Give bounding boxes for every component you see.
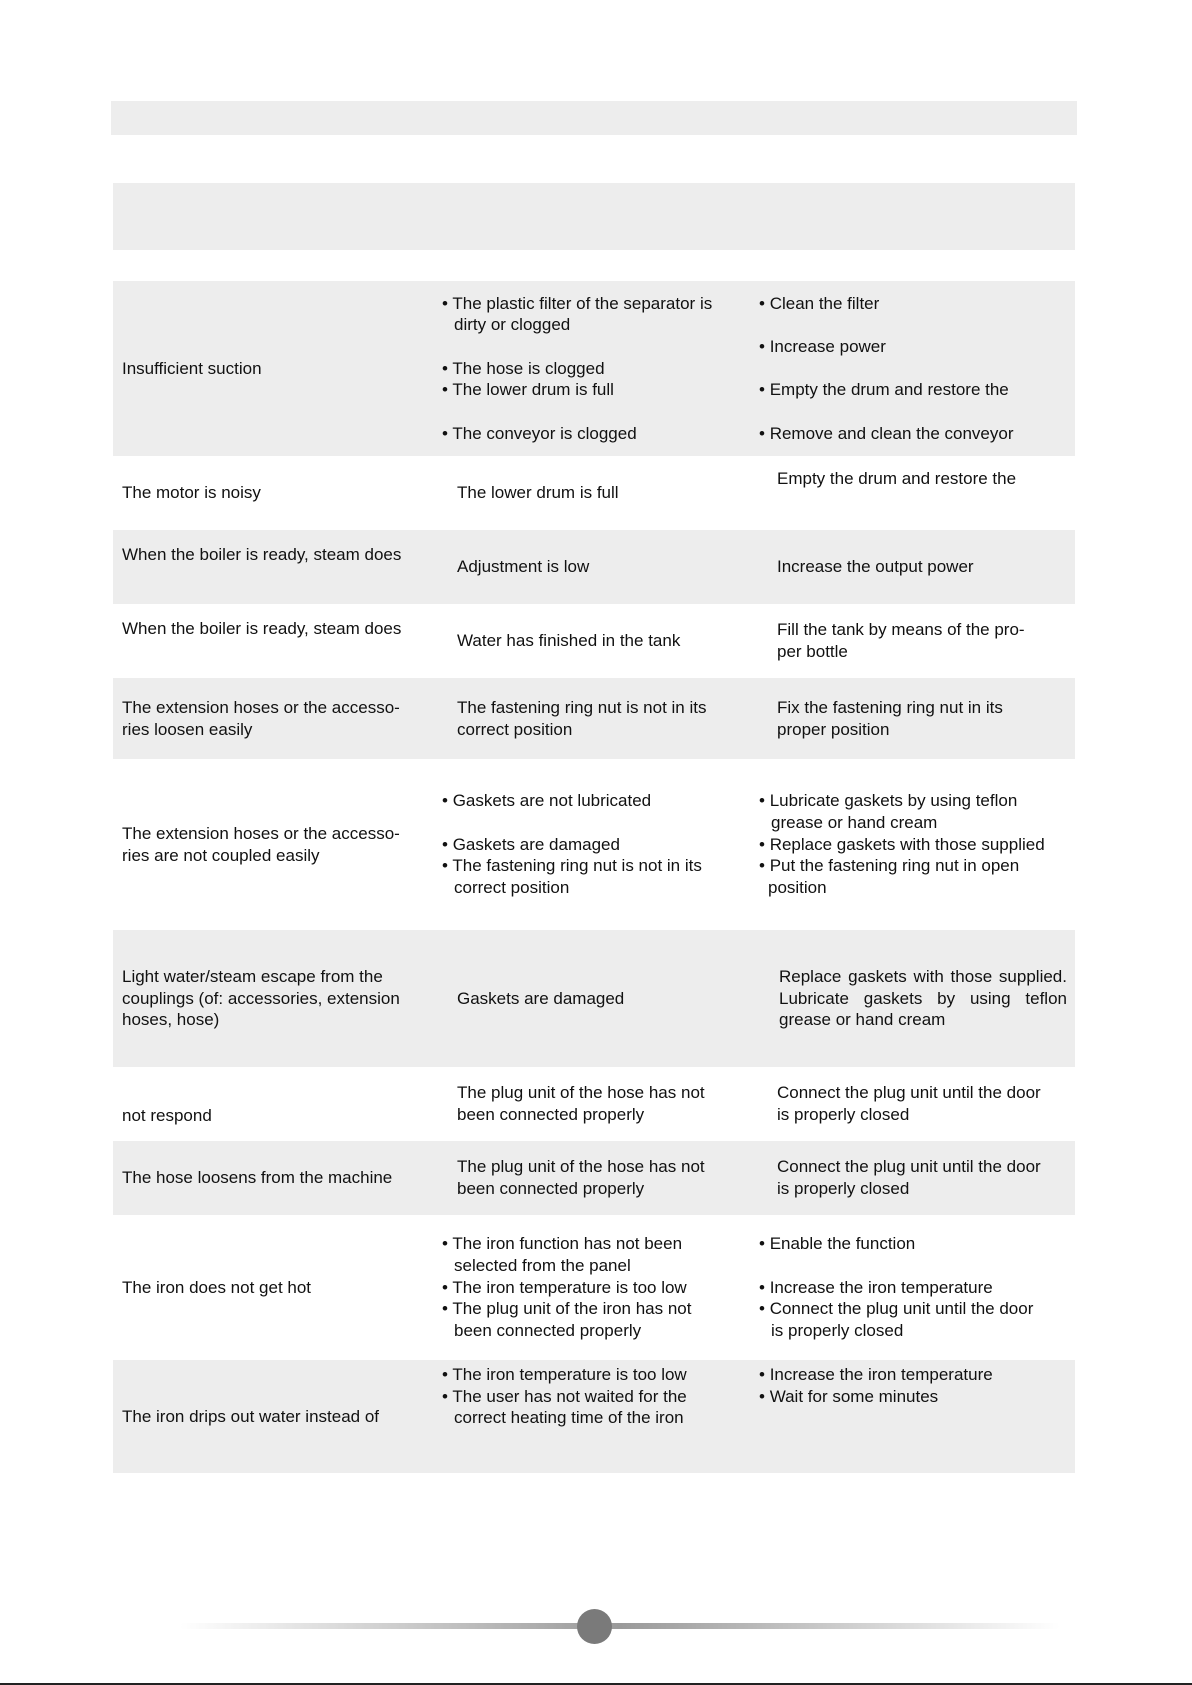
solution-line: • Connect the plug unit until the door — [759, 1298, 1075, 1320]
solution-line: • Replace gaskets with those supplied — [759, 834, 1075, 856]
cause-line: The fastening ring nut is not in its — [457, 697, 707, 717]
table-row — [113, 759, 1075, 930]
cause-cell — [442, 281, 758, 456]
table-row — [113, 281, 1075, 456]
cause-line: correct position — [457, 719, 573, 739]
cause-line: • The hose is clogged — [442, 358, 758, 380]
problem-cell — [122, 759, 432, 930]
solution-cell — [777, 1141, 1093, 1215]
problem-cell — [122, 281, 432, 456]
cause-cell — [457, 930, 773, 1067]
cause-line: Water has finished in the tank — [457, 631, 681, 651]
problem-cell — [122, 1215, 432, 1360]
cause-cell — [457, 530, 773, 604]
table-header-band — [113, 183, 1075, 250]
solution-cell — [759, 1215, 1075, 1360]
cause-cell — [457, 1067, 773, 1141]
cause-cell — [442, 759, 758, 930]
cause-line: • The lower drum is full — [442, 379, 758, 401]
cause-cell — [457, 678, 773, 759]
cause-cell — [457, 1141, 773, 1215]
problem-line: ries loosen easily — [122, 719, 253, 739]
cause-line: selected from the panel — [454, 1255, 631, 1275]
cause-line: correct position — [454, 878, 570, 898]
problem-cell — [122, 456, 432, 530]
problem-cell — [122, 1067, 432, 1141]
solution-line: Connect the plug unit until the door — [777, 1157, 1041, 1177]
solution-line: • Empty the drum and restore the — [759, 379, 1075, 401]
solution-line: per bottle — [777, 642, 848, 661]
cause-line: The lower drum is full — [457, 483, 619, 503]
cause-line: been connected properly — [457, 1179, 645, 1198]
solution-cell — [777, 530, 1093, 604]
cause-line: Adjustment is low — [457, 557, 590, 577]
table-row — [113, 1067, 1075, 1141]
problem-line: The iron does not get hot — [122, 1277, 312, 1297]
solution-line: • Increase power — [759, 336, 1075, 358]
solution-line: position — [768, 878, 827, 898]
solution-line: • Wait for some minutes — [759, 1386, 1075, 1408]
cause-line: • Gaskets are damaged — [442, 834, 758, 856]
cause-line: The plug unit of the hose has not — [457, 1157, 705, 1177]
solution-line: is properly closed — [777, 1105, 910, 1124]
table-row — [113, 456, 1075, 530]
table-row — [113, 1215, 1075, 1360]
footer-divider — [180, 1623, 1060, 1629]
problem-line: couplings (of: accessories, extension — [122, 988, 400, 1008]
problem-cell — [122, 604, 432, 678]
table-row — [113, 1360, 1075, 1473]
cause-line: • The plastic filter of the separator is — [442, 293, 758, 315]
cause-line: • The iron function has not been — [442, 1233, 758, 1255]
solution-cell — [759, 281, 1075, 456]
solution-line: • Clean the filter — [759, 293, 1075, 315]
solution-line: is properly closed — [771, 1321, 904, 1341]
solution-paragraph: Replace gaskets with those supplied. Lubricate gaskets by using teflon grease or hand cream — [779, 966, 1067, 1030]
solution-line: grease or hand cream — [771, 812, 938, 832]
cause-line: Gaskets are damaged — [457, 988, 625, 1008]
problem-line: The motor is noisy — [122, 483, 261, 503]
problem-cell — [122, 930, 432, 1067]
cause-line: The plug unit of the hose has not — [457, 1083, 705, 1103]
problem-line: The hose loosens from the machine — [122, 1168, 393, 1188]
cause-line: • The plug unit of the iron has not — [442, 1298, 758, 1320]
cause-line: • The user has not waited for the — [442, 1386, 758, 1408]
table-row — [113, 930, 1075, 1067]
solution-line: Fill the tank by means of the pro- — [777, 620, 1025, 640]
solution-line: Fix the fastening ring nut in its — [777, 697, 1003, 717]
solution-cell — [779, 930, 1075, 1067]
problem-line: Insufficient suction — [122, 358, 262, 378]
problem-line: not respond — [122, 1106, 212, 1126]
table-row — [113, 678, 1075, 759]
problem-line: When the boiler is ready, steam does — [122, 619, 402, 638]
header-band — [111, 101, 1077, 135]
solution-line: is properly closed — [777, 1179, 910, 1198]
cause-line: • The iron temperature is too low — [442, 1277, 758, 1299]
solution-cell — [777, 678, 1093, 759]
problem-line: hoses, hose) — [122, 1010, 220, 1030]
solution-cell — [777, 1067, 1093, 1141]
solution-line: • Increase the iron temperature — [759, 1364, 1075, 1386]
cause-cell — [442, 1215, 758, 1360]
cause-cell — [457, 456, 773, 530]
problem-line: ries are not coupled easily — [122, 845, 320, 865]
cause-line: been connected properly — [454, 1321, 642, 1341]
solution-line: • Put the fastening ring nut in open — [759, 855, 1075, 877]
cause-cell — [442, 1360, 758, 1473]
cause-line: • The fastening ring nut is not in its — [442, 855, 758, 877]
solution-cell — [777, 456, 1093, 530]
cause-line: • Gaskets are not lubricated — [442, 790, 758, 812]
problem-line: When the boiler is ready, steam does — [122, 545, 402, 564]
cause-line: been connected properly — [457, 1105, 645, 1124]
problem-line: The iron drips out water instead of — [122, 1406, 380, 1426]
solution-cell — [777, 604, 1093, 678]
solution-cell — [759, 1360, 1075, 1473]
problem-cell — [122, 1141, 432, 1215]
table-row — [113, 530, 1075, 604]
solution-line: Empty the drum and restore the — [777, 469, 1017, 488]
problem-cell — [122, 678, 432, 759]
problem-cell — [122, 1360, 432, 1473]
table-row — [113, 604, 1075, 678]
solution-line: • Lubricate gaskets by using teflon — [759, 790, 1075, 812]
solution-line: proper position — [777, 719, 890, 739]
solution-line: Connect the plug unit until the door — [777, 1083, 1041, 1103]
solution-line: • Increase the iron temperature — [759, 1277, 1075, 1299]
table-row — [113, 1141, 1075, 1215]
cause-cell — [457, 604, 773, 678]
solution-line: Increase the output power — [777, 557, 974, 577]
solution-line: • Enable the function — [759, 1233, 1075, 1255]
solution-cell — [759, 759, 1075, 930]
page-marker-dot — [577, 1609, 612, 1644]
cause-line: • The conveyor is clogged — [442, 423, 758, 445]
solution-line: • Remove and clean the conveyor — [759, 423, 1075, 445]
cause-line: • The iron temperature is too low — [442, 1364, 758, 1386]
cause-line: dirty or clogged — [454, 315, 571, 335]
problem-cell — [122, 530, 432, 604]
problem-line: The extension hoses or the accesso- — [122, 823, 400, 843]
cause-line: correct heating time of the iron — [454, 1408, 684, 1428]
problem-line: The extension hoses or the accesso- — [122, 697, 400, 717]
problem-line: Light water/steam escape from the — [122, 966, 383, 986]
